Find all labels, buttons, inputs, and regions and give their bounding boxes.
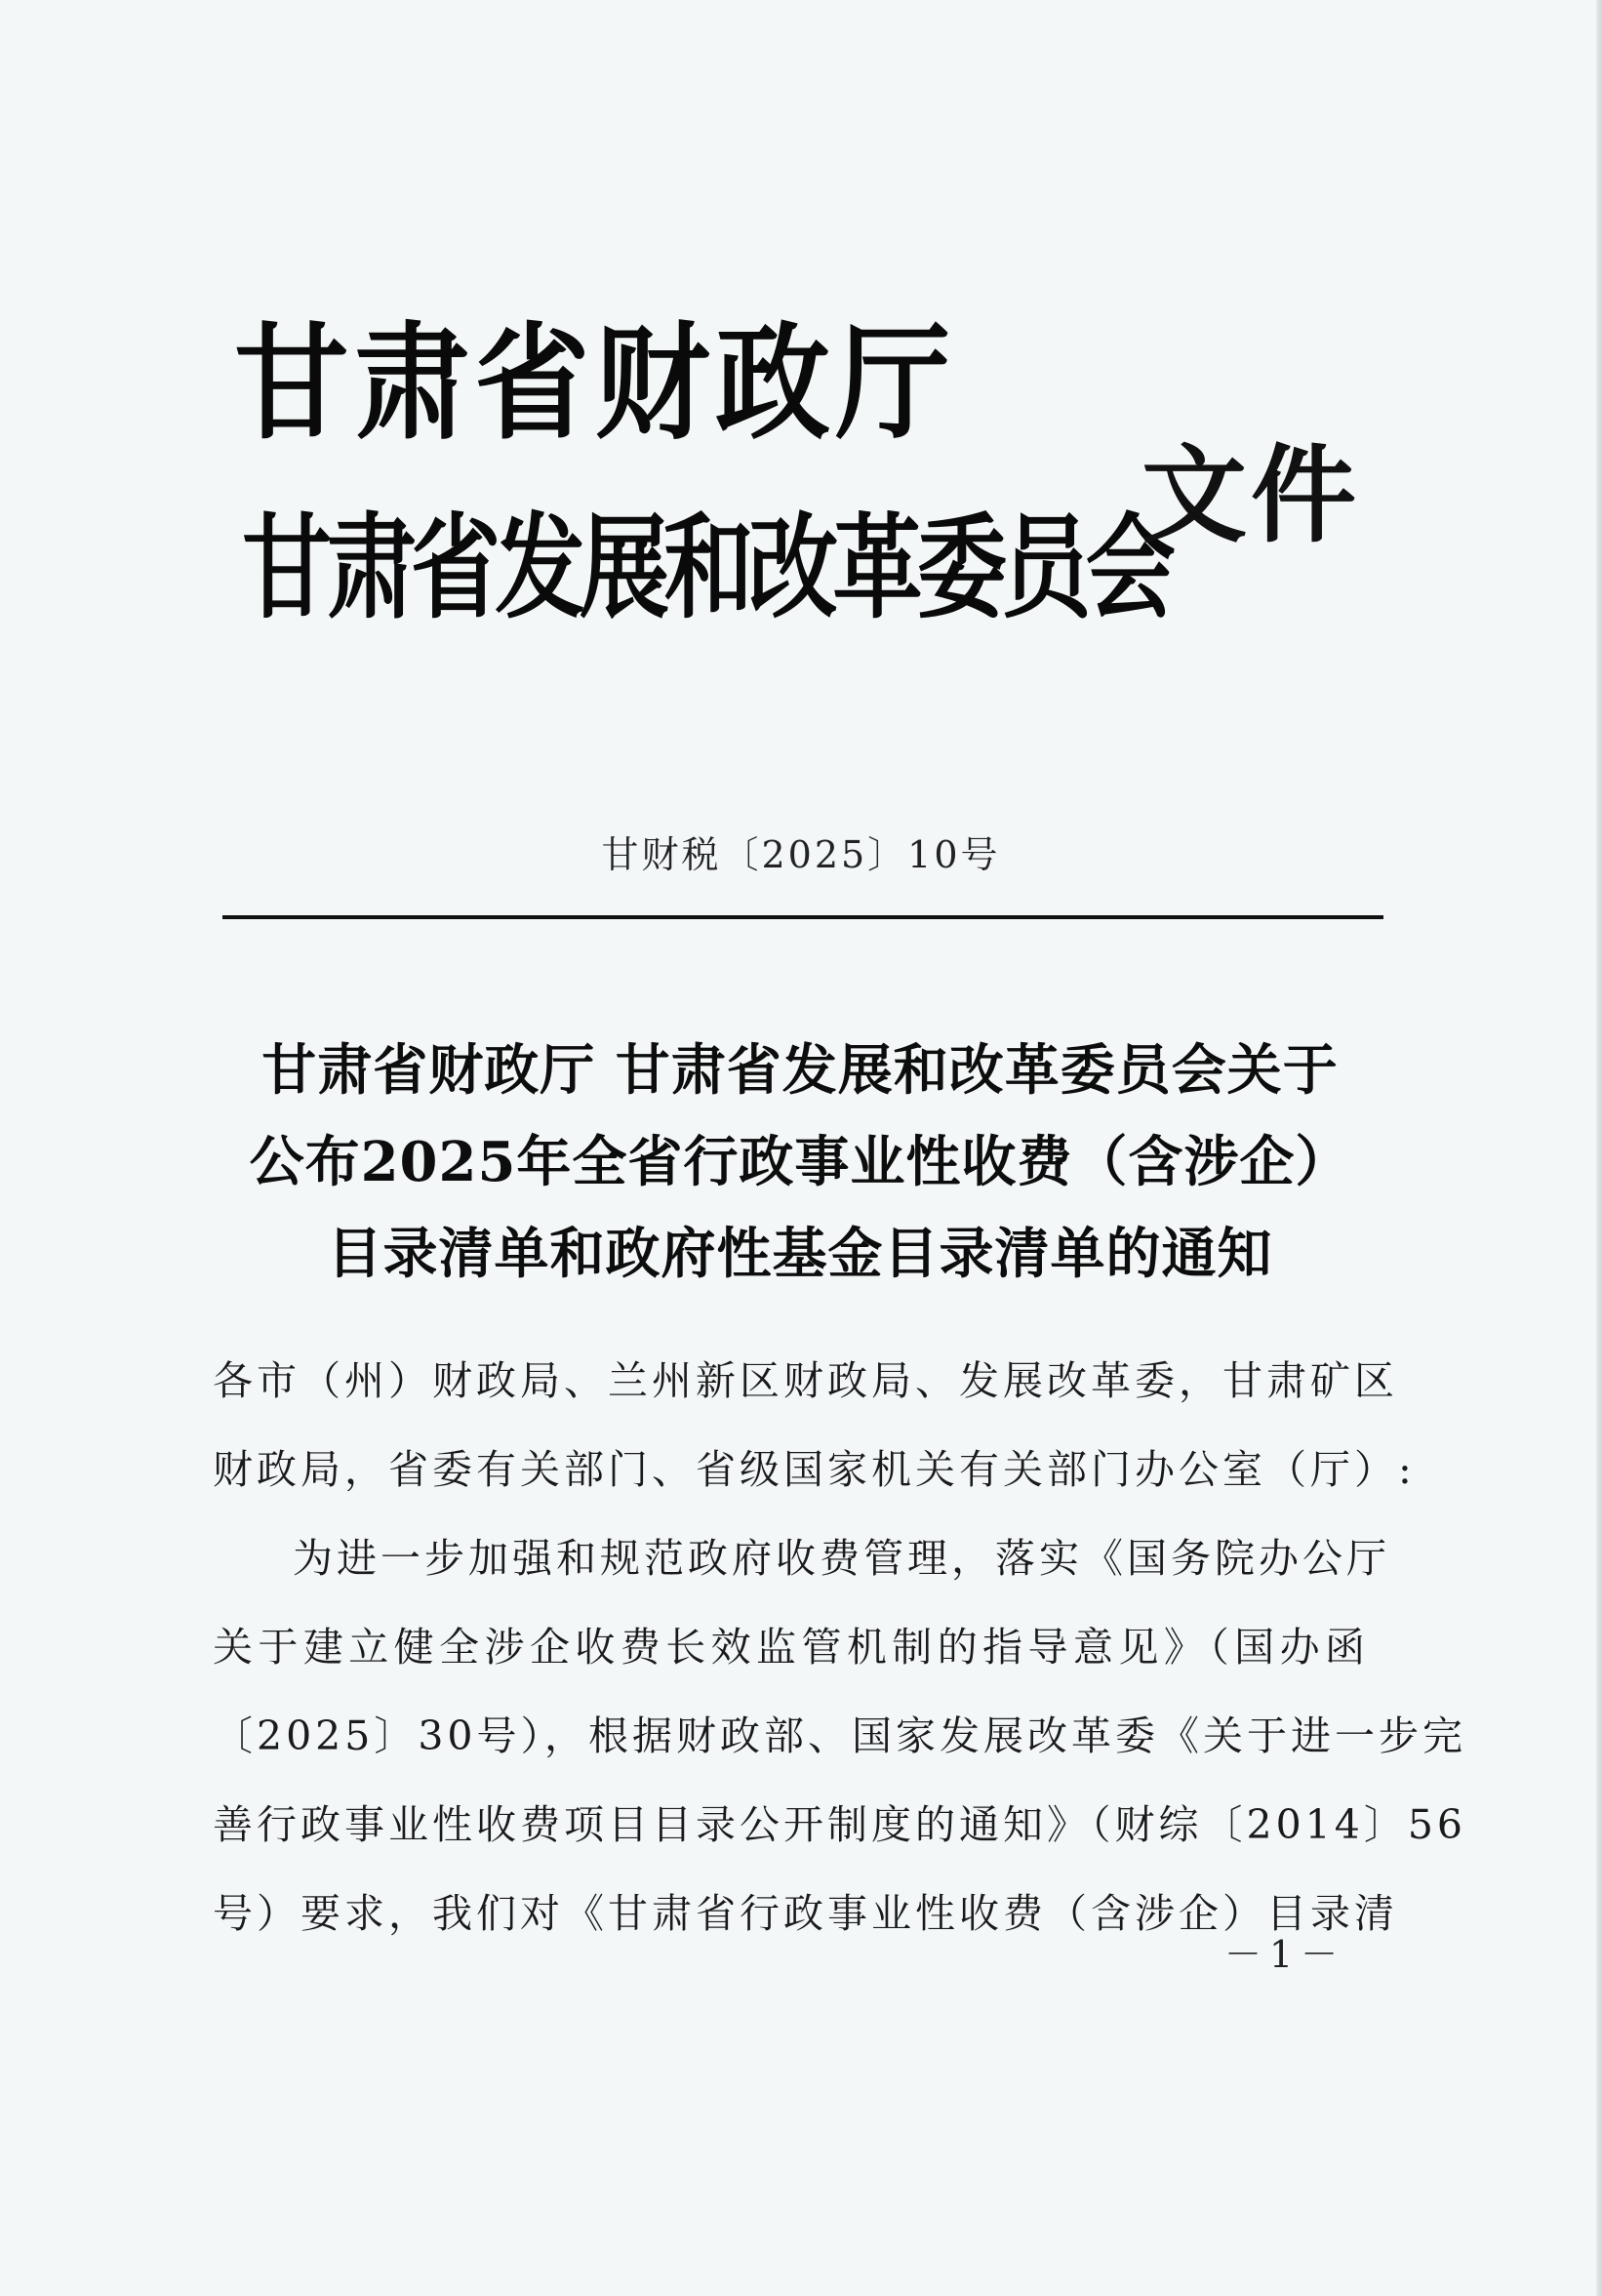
- issuer-finance-department: 甘肃省财政厅: [234, 311, 956, 457]
- header-divider: [222, 915, 1383, 919]
- scan-edge: [1596, 0, 1602, 2296]
- page-number: －1－: [1224, 1933, 1346, 1976]
- paragraph-line: 为进一步加强和规范政府收费管理，落实《国务院办公厅: [293, 1535, 1390, 1582]
- issuer-development-reform-commission: 甘肃省发展和改革委员会: [242, 503, 1171, 635]
- document-number: 甘财税〔2025〕10号: [601, 833, 1001, 876]
- title-line: 甘肃省财政厅 甘肃省发展和改革委员会关于: [261, 1038, 1339, 1103]
- document-header: [234, 311, 1405, 673]
- recipients-line: 各市（州）财政局、兰州新区财政局、发展改革委，甘肃矿区: [213, 1357, 1398, 1404]
- document-suffix: 文件: [1141, 435, 1361, 557]
- recipients-line: 财政局，省委有关部门、省级国家机关有关部门办公室（厅）:: [213, 1446, 1416, 1493]
- document-body: [213, 1337, 1467, 1958]
- title-line: 目录清单和政府性基金目录清单的通知: [327, 1222, 1273, 1286]
- paragraph-line: 善行政事业性收费项目目录公开制度的通知》（财综〔2014〕56: [213, 1801, 1467, 1848]
- paragraph-line: 关于建立健全涉企收费长效监管机制的指导意见》（国办函: [213, 1624, 1369, 1671]
- title-line: 公布2025年全省行政事业性收费（含涉企）: [249, 1130, 1351, 1194]
- paragraph-line: 〔2025〕30号），根据财政部、国家发展改革委《关于进一步完: [213, 1712, 1467, 1759]
- document-title: [166, 1025, 1434, 1300]
- paragraph-line: 号）要求，我们对《甘肃省行政事业性收费（含涉企）目录清: [213, 1890, 1398, 1937]
